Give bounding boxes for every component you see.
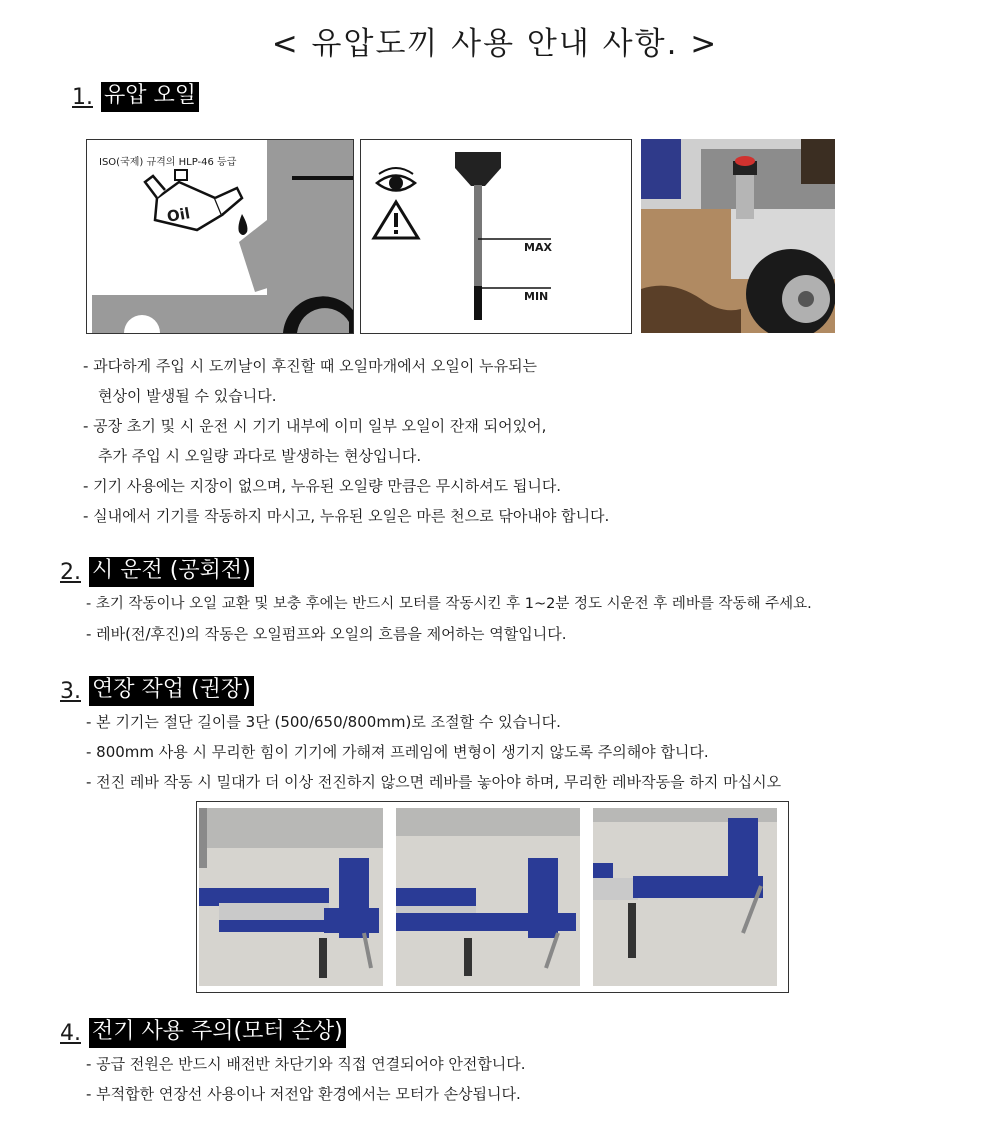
- list-item: - 공장 초기 및 시 운전 시 기기 내부에 이미 일부 오일이 잔재 되어있어,: [83, 417, 547, 435]
- extension-photo-650: [396, 808, 580, 986]
- section-label: 연장 작업 (권장): [89, 676, 254, 706]
- eye-icon: [377, 168, 415, 191]
- section-label: 유압 오일: [101, 82, 199, 112]
- oil-level-gauge-illustration: [360, 139, 632, 334]
- section-number: 2.: [60, 559, 81, 585]
- extension-photo-800: [593, 808, 777, 986]
- oil-can-label: Oil: [165, 204, 192, 226]
- oil-spec-caption: ISO(국제) 규격의 HLP-46 등급: [99, 157, 237, 168]
- oil-cap-photo: [641, 139, 835, 333]
- list-item: - 부적합한 연장선 사용이나 저전압 환경에서는 모터가 손상됩니다.: [86, 1085, 521, 1103]
- gauge-min-label: MIN: [524, 290, 549, 303]
- section-4-heading: [60, 1018, 346, 1048]
- section-number: 3.: [60, 678, 81, 704]
- section-number: 4.: [60, 1020, 81, 1046]
- oil-spec-illustration: [86, 139, 354, 334]
- gauge-max-label: MAX: [524, 241, 552, 254]
- section-3-heading: [60, 676, 254, 706]
- section-1-heading: [72, 82, 199, 112]
- warning-icon: [374, 202, 418, 238]
- list-item: - 기기 사용에는 지장이 없으며, 누유된 오일량 만큼은 무시하셔도 됩니다.: [83, 477, 562, 495]
- section-label: 시 운전 (공회전): [89, 557, 254, 587]
- extension-photo-500: [199, 808, 383, 986]
- section-2-heading: [60, 557, 254, 587]
- list-item: 현상이 발생될 수 있습니다.: [98, 387, 277, 405]
- list-item: - 실내에서 기기를 작동하지 마시고, 누유된 오일은 마른 천으로 닦아내야 합니다.: [83, 507, 610, 525]
- dipstick-drawing: [361, 140, 631, 333]
- list-item: - 전진 레바 작동 시 밀대가 더 이상 전진하지 않으면 레바를 놓아야 하며, 무리한 레바작동을 하지 마십시오: [86, 773, 782, 791]
- list-item: 추가 주입 시 오일량 과다로 발생하는 현상입니다.: [98, 447, 422, 465]
- section-number: 1.: [72, 84, 93, 110]
- list-item: - 공급 전원은 반드시 배전반 차단기와 직접 연결되어야 안전합니다.: [86, 1055, 526, 1073]
- section-label: 전기 사용 주의(모터 손상): [89, 1018, 346, 1048]
- list-item: - 과다하게 주입 시 도끼날이 후진할 때 오일마개에서 오일이 누유되는: [83, 357, 538, 375]
- list-item: - 본 기기는 절단 길이를 3단 (500/650/800mm)로 조절할 수 있습니다.: [86, 713, 561, 731]
- list-item: - 초기 작동이나 오일 교환 및 보충 후에는 반드시 모터를 작동시킨 후 1~2분 정도 시운전 후 레바를 작동해 주세요.: [86, 596, 812, 612]
- list-item: - 레바(전/후진)의 작동은 오일펌프와 오일의 흐름을 제어하는 역할입니다.: [86, 625, 567, 643]
- page-title: < 유압도끼 사용 안내 사항. >: [271, 26, 719, 62]
- oil-can-drawing: [87, 140, 353, 333]
- list-item: - 800mm 사용 시 무리한 힘이 기기에 가해져 프레임에 변형이 생기지 않도록 주의해야 합니다.: [86, 743, 709, 761]
- extension-photo-strip: [196, 801, 789, 993]
